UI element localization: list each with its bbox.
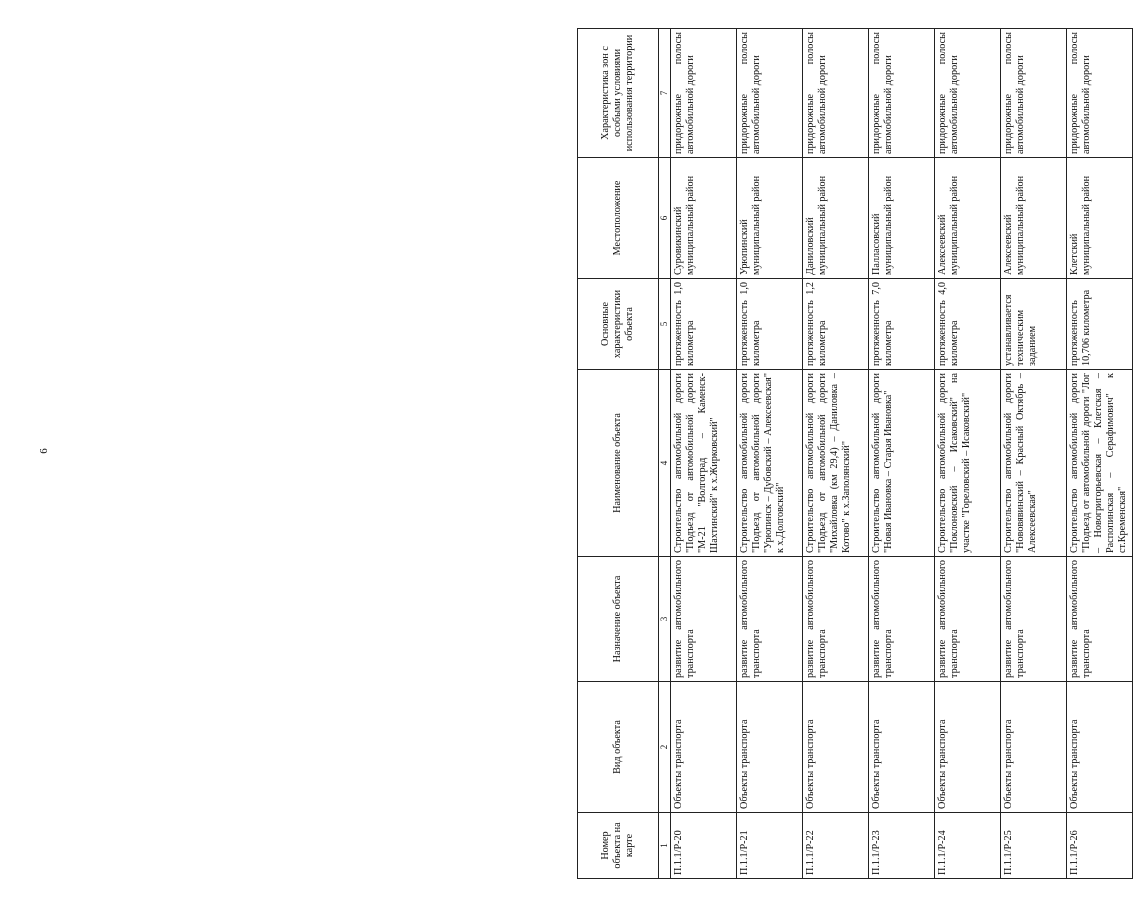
table-row: [1001, 29, 1067, 879]
column-number: 3: [659, 557, 671, 682]
header-cell: Номер объекта на карте: [578, 813, 659, 879]
object-characteristics: устанавливается техническим заданием: [1001, 279, 1067, 370]
object-number: П.1.1/Р-22: [803, 813, 869, 879]
table-row: [1067, 29, 1133, 879]
object-type: Объекты транспорта: [935, 682, 1001, 813]
object-name: Строительство автомобильной дороги "Подъезд от автомобильной дороги "Михайловка (км 29,4) – Даниловка – Котово" к х.Заполянский": [803, 370, 869, 557]
object-name: Строительство автомобильной дороги "Подъезд от автомобильной дороги "Лог – Новогригорьевская – Клетская – Распопинская – Серафимович" к ст.Кременская": [1067, 370, 1133, 557]
column-number: 5: [659, 279, 671, 370]
object-name: Строительство автомобильной дороги "Подъезд от автомобильной дороги "М-21 "Волгоград – Каменск-Шахтинский" к х.Жирковский": [671, 370, 737, 557]
object-purpose: развитие автомобильного транспорта: [803, 557, 869, 682]
header-cell: Местоположение: [578, 158, 659, 279]
object-purpose: развитие автомобильного транспорта: [935, 557, 1001, 682]
header-cell: Основные характеристики объекта: [578, 279, 659, 370]
table-row: [671, 29, 737, 879]
object-type: Объекты транспорта: [1001, 682, 1067, 813]
column-number: 1: [659, 813, 671, 879]
table-row: [869, 29, 935, 879]
object-zones: придорожные полосы автомобильной дороги: [737, 29, 803, 158]
object-location: Клетский муниципальный район: [1067, 158, 1133, 279]
object-purpose: развитие автомобильного транспорта: [737, 557, 803, 682]
page-number: 6: [38, 448, 50, 454]
column-number: 2: [659, 682, 671, 813]
column-number: 7: [659, 29, 671, 158]
object-name: Строительство автомобильной дороги "Новая Ивановка – Старая Ивановка": [869, 370, 935, 557]
object-number: П.1.1/Р-20: [671, 813, 737, 879]
object-zones: придорожные полосы автомобильной дороги: [803, 29, 869, 158]
table-header-row: [578, 29, 659, 879]
object-number: П.1.1/Р-21: [737, 813, 803, 879]
object-type: Объекты транспорта: [1067, 682, 1133, 813]
object-name: Строительство автомобильной дороги "Подъезд от автомобильной дороги "Урюпинск – Дубовский – Алексеевская" к х.Долговский": [737, 370, 803, 557]
object-number: П.1.1/Р-25: [1001, 813, 1067, 879]
object-purpose: развитие автомобильного транспорта: [869, 557, 935, 682]
header-cell: Вид объекта: [578, 682, 659, 813]
object-zones: придорожные полосы автомобильной дороги: [935, 29, 1001, 158]
header-cell: Характеристика зон с особыми условиями использования территории: [578, 29, 659, 158]
object-number: П.1.1/Р-23: [869, 813, 935, 879]
column-number-row: [659, 29, 671, 879]
object-zones: придорожные полосы автомобильной дороги: [671, 29, 737, 158]
object-location: Алексеевский муниципальный район: [935, 158, 1001, 279]
object-characteristics: протяженность 10,706 километра: [1067, 279, 1133, 370]
object-characteristics: протяженность 1,2 километра: [803, 279, 869, 370]
object-name: Строительство автомобильной дороги "Нововявинский – Красный Октябрь – Алексеевская": [1001, 370, 1067, 557]
table-row: [935, 29, 1001, 879]
object-characteristics: протяженность 4,0 километра: [935, 279, 1001, 370]
object-purpose: развитие автомобильного транспорта: [1001, 557, 1067, 682]
object-location: Урюпинский муниципальный район: [737, 158, 803, 279]
object-location: Алексеевский муниципальный район: [1001, 158, 1067, 279]
table-row: [803, 29, 869, 879]
object-number: П.1.1/Р-26: [1067, 813, 1133, 879]
object-type: Объекты транспорта: [671, 682, 737, 813]
header-cell: Наименование объекта: [578, 370, 659, 557]
object-purpose: развитие автомобильного транспорта: [671, 557, 737, 682]
object-zones: придорожные полосы автомобильной дороги: [1001, 29, 1067, 158]
object-type: Объекты транспорта: [803, 682, 869, 813]
header-cell: Назначение объекта: [578, 557, 659, 682]
object-location: Даниловский муниципальный район: [803, 158, 869, 279]
object-location: Суровикинский муниципальный район: [671, 158, 737, 279]
object-purpose: развитие автомобильного транспорта: [1067, 557, 1133, 682]
object-type: Объекты транспорта: [869, 682, 935, 813]
objects-table: [577, 28, 1133, 879]
object-zones: придорожные полосы автомобильной дороги: [1067, 29, 1133, 158]
object-characteristics: протяженность 1,0 километра: [671, 279, 737, 370]
object-location: Палласовский муниципальный район: [869, 158, 935, 279]
object-name: Строительство автомобильной дороги "Поклоновский – Исаковский" на участке "Гореловский – Исаковский": [935, 370, 1001, 557]
table-row: [737, 29, 803, 879]
document-page: [577, 29, 1129, 879]
object-characteristics: протяженность 1,0 километра: [737, 279, 803, 370]
column-number: 4: [659, 370, 671, 557]
column-number: 6: [659, 158, 671, 279]
object-type: Объекты транспорта: [737, 682, 803, 813]
object-characteristics: протяженность 7,0 километра: [869, 279, 935, 370]
object-zones: придорожные полосы автомобильной дороги: [869, 29, 935, 158]
object-number: П.1.1/Р-24: [935, 813, 1001, 879]
